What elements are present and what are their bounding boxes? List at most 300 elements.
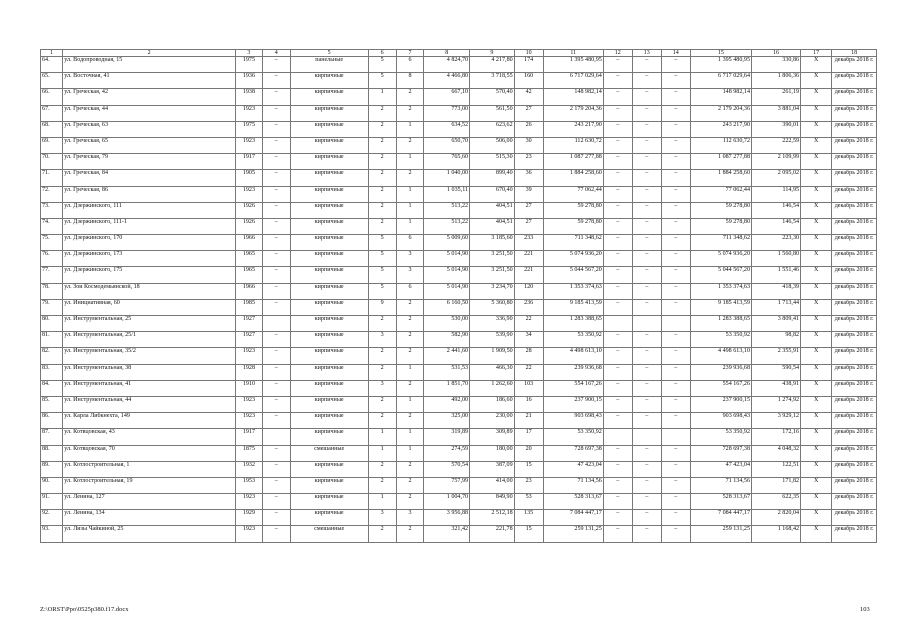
table-cell: – xyxy=(632,348,661,364)
table-cell: кирпичные xyxy=(290,121,368,137)
table-cell: 528 313,67 xyxy=(690,494,751,510)
table-cell: 1 035,11 xyxy=(424,186,470,202)
table-cell: 1 040,00 xyxy=(424,170,470,186)
table-cell: – xyxy=(603,348,632,364)
table-row xyxy=(41,57,877,73)
table-cell: 2 441,60 xyxy=(424,348,470,364)
table-cell: 1875 xyxy=(236,445,263,461)
table-cell: кирпичные xyxy=(290,235,368,251)
table-cell: 728 697,38 xyxy=(690,445,751,461)
table-cell: – xyxy=(603,332,632,348)
table-cell: 1926 xyxy=(236,218,263,234)
table-cell: X xyxy=(801,89,832,105)
table-cell: 1938 xyxy=(236,89,263,105)
table-cell: 899,40 xyxy=(470,170,515,186)
table-cell: ул. Котвцовская, 43 xyxy=(63,429,236,445)
table-cell: 570,40 xyxy=(470,89,515,105)
table-cell: кирпичные xyxy=(290,154,368,170)
table-cell: 28 xyxy=(514,348,543,364)
table-cell: – xyxy=(661,73,690,89)
table-row xyxy=(41,170,877,186)
table-cell: 148 982,14 xyxy=(690,89,751,105)
table-cell: 22 xyxy=(514,316,543,332)
table-cell: – xyxy=(661,137,690,153)
table-cell: кирпичные xyxy=(290,494,368,510)
table-cell: 1923 xyxy=(236,348,263,364)
table-cell: – xyxy=(632,477,661,493)
column-number: 3 xyxy=(236,50,263,57)
table-cell: 174 xyxy=(514,57,543,73)
table-cell: X xyxy=(801,73,832,89)
table-cell: – xyxy=(603,494,632,510)
table-cell: декабрь 2018 г. xyxy=(832,380,877,396)
table-cell: ул. Дзержинского, 170 xyxy=(63,235,236,251)
table-cell: – xyxy=(262,348,290,364)
table-cell: 68. xyxy=(41,121,63,137)
table-cell: – xyxy=(603,186,632,202)
table-cell: 513,22 xyxy=(424,218,470,234)
table-cell: кирпичные xyxy=(290,299,368,315)
table-cell: ул. Инструментальная, 44 xyxy=(63,396,236,412)
column-number: 15 xyxy=(690,50,751,57)
table-cell: декабрь 2018 г. xyxy=(832,202,877,218)
table-cell: – xyxy=(661,461,690,477)
table-cell: 112 630,72 xyxy=(690,137,751,153)
table-cell: 47 423,04 xyxy=(543,461,603,477)
table-cell: 4 498 613,10 xyxy=(543,348,603,364)
table-cell: – xyxy=(603,510,632,526)
table-cell: кирпичные xyxy=(290,510,368,526)
table-cell: декабрь 2018 г. xyxy=(832,267,877,283)
table-cell: 1 884 258,60 xyxy=(543,170,603,186)
table-cell: – xyxy=(603,218,632,234)
table-cell: X xyxy=(801,267,832,283)
table-cell: 9 185 413,59 xyxy=(690,299,751,315)
table-cell: 2 820,04 xyxy=(752,510,801,526)
table-cell: – xyxy=(603,89,632,105)
table-cell: – xyxy=(632,121,661,137)
table-cell: 1 274,92 xyxy=(752,396,801,412)
table-cell: 1953 xyxy=(236,477,263,493)
table-cell: 77. xyxy=(41,267,63,283)
table-cell: 5 xyxy=(368,57,396,73)
table-cell: 2 xyxy=(396,413,424,429)
table-cell: 1926 xyxy=(236,202,263,218)
table-cell: – xyxy=(603,235,632,251)
table-cell: – xyxy=(603,105,632,121)
table-cell: 236 xyxy=(514,299,543,315)
table-cell: 15 xyxy=(514,461,543,477)
table-cell: 1 xyxy=(368,89,396,105)
table-cell: 2 xyxy=(368,526,396,542)
table-cell: 325,00 xyxy=(424,413,470,429)
table-row xyxy=(41,89,877,105)
table-cell: – xyxy=(632,461,661,477)
table-cell: – xyxy=(661,364,690,380)
table-cell: 2 xyxy=(368,137,396,153)
table-cell: X xyxy=(801,137,832,153)
table-cell: 3 xyxy=(396,267,424,283)
table-cell: 3 xyxy=(368,380,396,396)
table-cell: 1923 xyxy=(236,396,263,412)
table-cell: – xyxy=(661,396,690,412)
table-cell: 36 xyxy=(514,170,543,186)
table-cell: ул. Ленина, 127 xyxy=(63,494,236,510)
table-cell: 6 xyxy=(396,235,424,251)
table-cell: 1 283 388,65 xyxy=(690,316,751,332)
table-cell: – xyxy=(262,121,290,137)
table-cell: 1 551,46 xyxy=(752,267,801,283)
table-cell: 1966 xyxy=(236,283,263,299)
table-cell: 4 217,80 xyxy=(470,57,515,73)
table-cell: 93. xyxy=(41,526,63,542)
table-cell: 1923 xyxy=(236,494,263,510)
table-cell: – xyxy=(262,526,290,542)
table-cell: X xyxy=(801,202,832,218)
table-cell: – xyxy=(632,218,661,234)
table-cell: 2 xyxy=(368,105,396,121)
table-cell: 85. xyxy=(41,396,63,412)
table-cell: – xyxy=(262,105,290,121)
table-cell: ул. Греческая, 65 xyxy=(63,137,236,153)
table-cell: 2 xyxy=(368,477,396,493)
table-row xyxy=(41,105,877,121)
table-cell: – xyxy=(262,396,290,412)
table-cell: X xyxy=(801,154,832,170)
table-cell: 15 xyxy=(514,526,543,542)
table-cell: 237 900,15 xyxy=(690,396,751,412)
table-cell: 623,62 xyxy=(470,121,515,137)
table-cell: – xyxy=(603,299,632,315)
table-cell: 71 134,56 xyxy=(690,477,751,493)
table-cell: 53 350,92 xyxy=(543,332,603,348)
table-cell: 2 xyxy=(368,154,396,170)
table-cell: 319,89 xyxy=(424,429,470,445)
table-cell: 1 087 277,88 xyxy=(543,154,603,170)
table-cell: 16 xyxy=(514,396,543,412)
table-cell: панельные xyxy=(290,57,368,73)
table-cell: 243 217,90 xyxy=(690,121,751,137)
table-cell: 2 xyxy=(396,526,424,542)
table-row xyxy=(41,364,877,380)
table-cell: ул. Греческая, 63 xyxy=(63,121,236,137)
page-number: 103 xyxy=(860,606,870,613)
table-cell: 1927 xyxy=(236,332,263,348)
table-cell: 2 095,02 xyxy=(752,170,801,186)
table-cell: – xyxy=(262,461,290,477)
table-cell: 34 xyxy=(514,332,543,348)
table-cell: – xyxy=(603,445,632,461)
table-cell: – xyxy=(603,283,632,299)
table-cell: 1905 xyxy=(236,170,263,186)
table-cell: 3 xyxy=(396,251,424,267)
table-cell: – xyxy=(632,494,661,510)
table-cell: 2 xyxy=(396,477,424,493)
table-cell: X xyxy=(801,348,832,364)
table-cell: кирпичные xyxy=(290,73,368,89)
table-cell: – xyxy=(262,267,290,283)
table-cell: кирпичные xyxy=(290,364,368,380)
table-cell: 1929 xyxy=(236,510,263,526)
column-number: 5 xyxy=(290,50,368,57)
table-cell: 223,30 xyxy=(752,235,801,251)
table-cell: – xyxy=(632,332,661,348)
table-cell: – xyxy=(632,57,661,73)
table-cell: декабрь 2018 г. xyxy=(832,332,877,348)
table-cell: 554 167,26 xyxy=(543,380,603,396)
table-cell: 2 xyxy=(396,461,424,477)
table-cell: 321,42 xyxy=(424,526,470,542)
table-cell xyxy=(632,316,661,332)
table-cell: 3 185,60 xyxy=(470,235,515,251)
table-cell: – xyxy=(262,494,290,510)
table-cell: – xyxy=(262,137,290,153)
table-cell: 5 xyxy=(368,283,396,299)
table-cell: декабрь 2018 г. xyxy=(832,526,877,542)
column-number: 17 xyxy=(801,50,832,57)
table-cell: – xyxy=(661,413,690,429)
table-cell: кирпичные xyxy=(290,283,368,299)
table-cell: 78. xyxy=(41,283,63,299)
table-cell: 186,60 xyxy=(470,396,515,412)
table-cell: 221 xyxy=(514,267,543,283)
table-cell: 23 xyxy=(514,477,543,493)
table-cell: 103 xyxy=(514,380,543,396)
table-cell: – xyxy=(262,89,290,105)
table-cell: кирпичные xyxy=(290,348,368,364)
table-cell: – xyxy=(603,251,632,267)
table-cell: 2 xyxy=(368,364,396,380)
table-cell: X xyxy=(801,477,832,493)
table-cell: 2 xyxy=(396,316,424,332)
table-cell: 222,59 xyxy=(752,137,801,153)
table-cell: – xyxy=(632,170,661,186)
table-cell: 2 xyxy=(368,461,396,477)
table-cell: декабрь 2018 г. xyxy=(832,170,877,186)
table-cell: 230,00 xyxy=(470,413,515,429)
table-cell: X xyxy=(801,170,832,186)
table-cell xyxy=(603,429,632,445)
table-cell: 903 698,43 xyxy=(543,413,603,429)
table-cell: 259 131,25 xyxy=(543,526,603,542)
table-cell: – xyxy=(632,267,661,283)
table-cell: 2 xyxy=(396,380,424,396)
table-cell: – xyxy=(262,251,290,267)
table-cell: 2 xyxy=(396,348,424,364)
table-cell: 237 900,15 xyxy=(543,396,603,412)
table-cell: 135 xyxy=(514,510,543,526)
table-cell: – xyxy=(661,332,690,348)
table-cell: – xyxy=(632,105,661,121)
table-cell: кирпичные xyxy=(290,380,368,396)
table-row xyxy=(41,218,877,234)
table-cell: кирпичные xyxy=(290,105,368,121)
table-cell: 65. xyxy=(41,73,63,89)
table-cell: – xyxy=(603,154,632,170)
table-cell: – xyxy=(262,235,290,251)
table-row xyxy=(41,267,877,283)
table-cell: ул. Греческая, 84 xyxy=(63,170,236,186)
table-cell: 2 109,99 xyxy=(752,154,801,170)
table-cell: – xyxy=(661,477,690,493)
table-cell: – xyxy=(262,202,290,218)
table-cell: 4 466,80 xyxy=(424,73,470,89)
table-cell: – xyxy=(262,186,290,202)
table-cell: 4 498 613,10 xyxy=(690,348,751,364)
table-cell: 1 353 374,63 xyxy=(543,283,603,299)
table-cell: 80. xyxy=(41,316,63,332)
table-cell: декабрь 2018 г. xyxy=(832,235,877,251)
table-cell: 528 313,67 xyxy=(543,494,603,510)
table-cell: ул. Греческая, 86 xyxy=(63,186,236,202)
table-cell: 77 062,44 xyxy=(543,186,603,202)
column-number: 16 xyxy=(752,50,801,57)
table-cell: декабрь 2018 г. xyxy=(832,364,877,380)
table-cell: – xyxy=(661,218,690,234)
table-cell: декабрь 2018 г. xyxy=(832,396,877,412)
table-cell: 75. xyxy=(41,235,63,251)
table-cell: X xyxy=(801,510,832,526)
table-cell: 1 353 374,63 xyxy=(690,283,751,299)
table-cell: – xyxy=(262,73,290,89)
table-cell: смешанные xyxy=(290,526,368,542)
table-cell: 1917 xyxy=(236,429,263,445)
table-cell: 27 xyxy=(514,202,543,218)
table-cell: 26 xyxy=(514,121,543,137)
table-cell xyxy=(661,429,690,445)
table-row xyxy=(41,380,877,396)
table-cell: кирпичные xyxy=(290,186,368,202)
table-cell: кирпичные xyxy=(290,413,368,429)
table-cell: 1 087 277,88 xyxy=(690,154,751,170)
table-cell: – xyxy=(603,267,632,283)
table-cell: 1 713,44 xyxy=(752,299,801,315)
table-cell: – xyxy=(661,89,690,105)
table-cell: 3 929,12 xyxy=(752,413,801,429)
table-cell: 221,78 xyxy=(470,526,515,542)
table-cell: ул. Инструментальная, 38 xyxy=(63,364,236,380)
table-cell: 582,90 xyxy=(424,332,470,348)
table-cell: 5 044 567,20 xyxy=(690,267,751,283)
table-cell: 67. xyxy=(41,105,63,121)
table-cell: X xyxy=(801,235,832,251)
table-row xyxy=(41,413,877,429)
table-cell: – xyxy=(603,380,632,396)
column-number: 2 xyxy=(63,50,236,57)
table-cell: 2 xyxy=(368,170,396,186)
table-cell: X xyxy=(801,316,832,332)
table-cell: 146,54 xyxy=(752,202,801,218)
table-row xyxy=(41,316,877,332)
table-cell: 53 350,92 xyxy=(543,429,603,445)
column-number: 9 xyxy=(470,50,515,57)
table-cell: 531,53 xyxy=(424,364,470,380)
table-cell: кирпичные xyxy=(290,89,368,105)
table-cell: 3 xyxy=(368,332,396,348)
table-cell: 261,19 xyxy=(752,89,801,105)
table-cell: 539,90 xyxy=(470,332,515,348)
table-cell: 59 278,80 xyxy=(543,218,603,234)
table-cell: – xyxy=(632,380,661,396)
table-cell: 5 074 936,20 xyxy=(543,251,603,267)
table-cell xyxy=(603,316,632,332)
table-cell: 1 004,70 xyxy=(424,494,470,510)
table-cell: кирпичные xyxy=(290,202,368,218)
table-cell: 561,50 xyxy=(470,105,515,121)
table-cell: 390,01 xyxy=(752,121,801,137)
table-cell: – xyxy=(661,186,690,202)
table-cell: – xyxy=(262,299,290,315)
table-cell: 414,00 xyxy=(470,477,515,493)
table-cell: 1 xyxy=(396,364,424,380)
table-cell: 5 014,90 xyxy=(424,283,470,299)
table-cell: 5 009,60 xyxy=(424,235,470,251)
table-row xyxy=(41,121,877,137)
table-body xyxy=(41,50,877,543)
table-cell: 1965 xyxy=(236,251,263,267)
table-cell: 2 xyxy=(396,137,424,153)
table-row xyxy=(41,332,877,348)
table-cell: ул. Ленина, 134 xyxy=(63,510,236,526)
table-row xyxy=(41,251,877,267)
table-cell: 171,82 xyxy=(752,477,801,493)
table-cell: 1 xyxy=(368,429,396,445)
footer-file-path: Z:\ORST\Ppo\0525p380.f17.docx xyxy=(40,606,129,613)
table-cell: 239 936,68 xyxy=(690,364,751,380)
table-cell: 22 xyxy=(514,364,543,380)
table-cell: – xyxy=(632,299,661,315)
table-cell: 71 134,56 xyxy=(543,477,603,493)
table-cell: 1917 xyxy=(236,154,263,170)
column-number: 10 xyxy=(514,50,543,57)
column-number: 8 xyxy=(424,50,470,57)
table-cell: 6 717 029,64 xyxy=(690,73,751,89)
table-cell: X xyxy=(801,380,832,396)
table-cell: – xyxy=(262,364,290,380)
table-cell: – xyxy=(603,137,632,153)
table-cell: 66. xyxy=(41,89,63,105)
table-cell: 3 251,50 xyxy=(470,251,515,267)
table-cell: – xyxy=(262,332,290,348)
table-cell: 221 xyxy=(514,251,543,267)
table-cell: X xyxy=(801,332,832,348)
table-cell xyxy=(661,316,690,332)
table-cell: ул. Дзержинского, 173 xyxy=(63,251,236,267)
table-cell: 757,99 xyxy=(424,477,470,493)
table-cell: 3 xyxy=(368,510,396,526)
table-cell: X xyxy=(801,413,832,429)
table-cell: 5 360,80 xyxy=(470,299,515,315)
table-cell: 1923 xyxy=(236,526,263,542)
column-number: 13 xyxy=(632,50,661,57)
table-cell: кирпичные xyxy=(290,251,368,267)
table-cell: – xyxy=(632,186,661,202)
table-cell: – xyxy=(632,251,661,267)
table-cell: декабрь 2018 г. xyxy=(832,316,877,332)
table-cell: – xyxy=(603,396,632,412)
table-cell: – xyxy=(632,413,661,429)
table-cell: 1 xyxy=(368,494,396,510)
table-cell: декабрь 2018 г. xyxy=(832,73,877,89)
table-cell: 1 884 258,60 xyxy=(690,170,751,186)
table-cell: X xyxy=(801,57,832,73)
column-number: 7 xyxy=(396,50,424,57)
table-cell: декабрь 2018 г. xyxy=(832,429,877,445)
table-cell: 17 xyxy=(514,429,543,445)
table-cell: 81. xyxy=(41,332,63,348)
table-cell: – xyxy=(603,202,632,218)
table-cell: 1 xyxy=(396,186,424,202)
